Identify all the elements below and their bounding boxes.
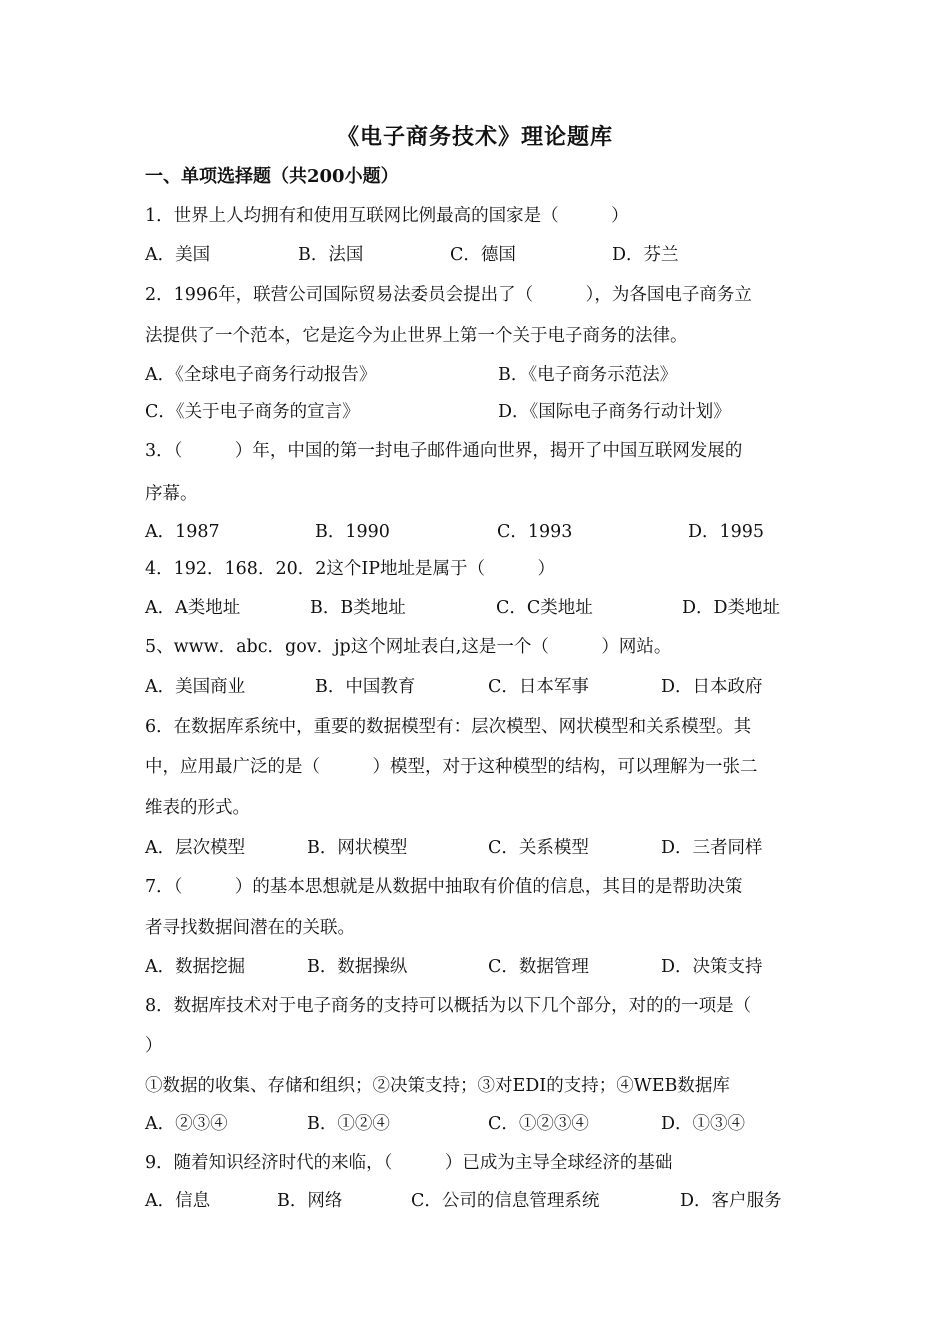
q9-option-a: A．信息	[145, 1191, 211, 1211]
q7-option-c: C．数据管理	[488, 957, 589, 977]
q3-option-a: A．1987	[145, 522, 220, 542]
q8-option-d: D．①③④	[661, 1114, 746, 1134]
q4-option-a: A．A类地址	[145, 598, 241, 618]
q7-option-a: A．数据挖掘	[145, 957, 246, 977]
q7-option-d: D．决策支持	[661, 957, 763, 977]
q5-option-d: D．日本政府	[661, 677, 763, 697]
question-8-text: 8．数据库技术对于电子商务的支持可以概括为以下几个部分，对的的一项是（	[145, 996, 752, 1016]
q6-option-d: D．三者同样	[661, 838, 763, 858]
q1-option-b: B．法国	[298, 245, 364, 265]
question-6-text: 6．在数据库系统中，重要的数据模型有：层次模型、网状模型和关系模型。其	[145, 717, 752, 737]
question-1-text: 1．世界上人均拥有和使用互联网比例最高的国家是（ ）	[145, 206, 629, 226]
q8-option-a: A．②③④	[145, 1114, 228, 1134]
q8-option-c: C．①②③④	[488, 1114, 589, 1134]
q1-option-c: C．德国	[450, 245, 516, 265]
q4-option-d: D．D类地址	[682, 598, 781, 618]
q4-option-c: C．C类地址	[496, 598, 593, 618]
question-2-text-cont: 法提供了一个范本，它是迄今为止世界上第一个关于电子商务的法律。	[145, 326, 688, 346]
question-8-items: ①数据的收集、存储和组织；②决策支持；③对EDI的支持；④WEB数据库	[145, 1076, 730, 1096]
q9-option-d: D．客户服务	[680, 1191, 782, 1211]
q2-option-c: C．《关于电子商务的宣言》	[145, 402, 360, 422]
q9-option-b: B．网络	[277, 1191, 343, 1211]
section-heading: 一、单项选择题（共200小题）	[145, 166, 399, 187]
q5-option-b: B．中国教育	[315, 677, 416, 697]
q2-option-b: B．《电子商务示范法》	[498, 365, 678, 385]
q3-option-b: B．1990	[315, 522, 390, 542]
page-title: 《电子商务技术》理论题库	[336, 124, 613, 150]
question-4-text: 4．192．168．20．2这个IP地址是属于（ ）	[145, 559, 556, 579]
question-7-text-cont: 者寻找数据间潜在的关联。	[145, 918, 355, 938]
q6-option-a: A．层次模型	[145, 838, 246, 858]
question-6-text-cont: 中，应用最广泛的是（ ）模型，对于这种模型的结构，可以理解为一张二	[145, 757, 758, 777]
q7-option-b: B．数据操纵	[307, 957, 408, 977]
question-2-text: 2．1996年，联营公司国际贸易法委员会提出了（ ），为各国电子商务立	[145, 285, 752, 305]
q2-option-d: D．《国际电子商务行动计划》	[498, 402, 731, 422]
q2-option-a: A．《全球电子商务行动报告》	[145, 365, 377, 385]
question-6-text-cont2: 维表的形式。	[145, 798, 250, 818]
q4-option-b: B．B类地址	[310, 598, 406, 618]
question-5-text: 5、www．abc．gov．jp这个网址表白,这是一个（ ）网站。	[145, 637, 672, 657]
q1-option-a: A．美国	[145, 245, 211, 265]
q9-option-c: C．公司的信息管理系统	[411, 1191, 600, 1211]
question-3-text-cont: 序幕。	[145, 484, 198, 504]
q6-option-c: C．关系模型	[488, 838, 589, 858]
question-9-text: 9．随着知识经济时代的来临，（ ）已成为主导全球经济的基础	[145, 1153, 673, 1173]
q1-option-d: D．芬兰	[612, 245, 679, 265]
q5-option-a: A．美国商业	[145, 677, 246, 697]
q8-option-b: B．①②④	[307, 1114, 390, 1134]
q6-option-b: B．网状模型	[307, 838, 408, 858]
question-7-text: 7．（ ）的基本思想就是从数据中抽取有价值的信息，其目的是帮助决策	[145, 877, 743, 897]
q3-option-d: D．1995	[688, 522, 765, 542]
question-3-text: 3．（ ）年，中国的第一封电子邮件通向世界，揭开了中国互联网发展的	[145, 441, 743, 461]
q3-option-c: C．1993	[497, 522, 573, 542]
q5-option-c: C．日本军事	[488, 677, 589, 697]
question-8-text-cont: ）	[145, 1036, 163, 1056]
